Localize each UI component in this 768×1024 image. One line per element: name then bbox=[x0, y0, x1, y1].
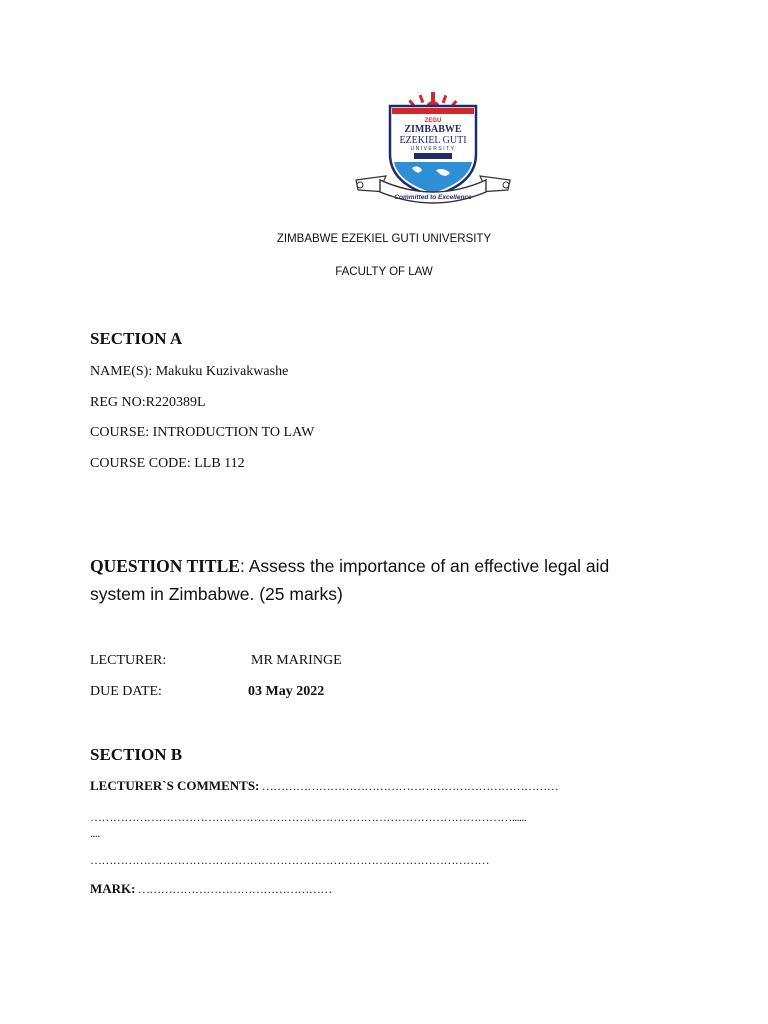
due-date-value: 03 May 2022 bbox=[248, 684, 325, 699]
question-title-block bbox=[90, 552, 650, 608]
question-title-label: QUESTION TITLE bbox=[90, 556, 240, 576]
question-title-text: : Assess the importance of an effective legal aid system in Zimbabwe. (25 marks) bbox=[90, 556, 610, 604]
open-book-icon bbox=[414, 153, 452, 159]
logo-name-line2: EZEKIEL GUTI bbox=[399, 135, 467, 146]
lecturer-label: LECTURER: bbox=[90, 653, 167, 668]
lecturer-value: MR MARINGE bbox=[251, 653, 342, 668]
comments-line bbox=[90, 778, 650, 794]
mark-label: MARK: bbox=[90, 881, 136, 896]
faculty-name: FACULTY OF LAW bbox=[335, 266, 433, 278]
reg-number: REG NO:R220389L bbox=[90, 395, 206, 410]
mark-line bbox=[90, 881, 410, 897]
section-b-title: SECTION B bbox=[90, 745, 183, 764]
due-date-label: DUE DATE: bbox=[90, 684, 162, 699]
comments-dots-line-1: …………………………………………………………………………………………………...... bbox=[90, 810, 527, 824]
student-name: NAME(S): Makuku Kuzivakwashe bbox=[90, 364, 289, 379]
university-logo bbox=[352, 92, 514, 210]
course-code: COURSE CODE: LLB 112 bbox=[90, 456, 245, 471]
logo-motto: Committed to Excellence bbox=[394, 194, 472, 201]
comments-dots: …………………………………………………………………… bbox=[261, 779, 559, 793]
comments-label: LECTURER`S COMMENTS: bbox=[90, 778, 260, 793]
logo-name-line3: UNIVERSITY bbox=[410, 146, 456, 152]
crest-top-band bbox=[392, 108, 474, 114]
comments-dots-line-1b: .... bbox=[90, 826, 100, 840]
university-name: ZIMBABWE EZEKIEL GUTI UNIVERSITY bbox=[276, 233, 492, 245]
logo-name-line1: ZIMBABWE bbox=[404, 124, 462, 135]
comments-dots-line-2: …………………………………………………………………………………………… bbox=[90, 853, 490, 867]
mark-dots: …………………………………………… bbox=[137, 882, 332, 896]
logo-top-text: ZEGU bbox=[424, 118, 442, 124]
section-a-title: SECTION A bbox=[90, 329, 183, 348]
course-name: COURSE: INTRODUCTION TO LAW bbox=[90, 425, 315, 440]
